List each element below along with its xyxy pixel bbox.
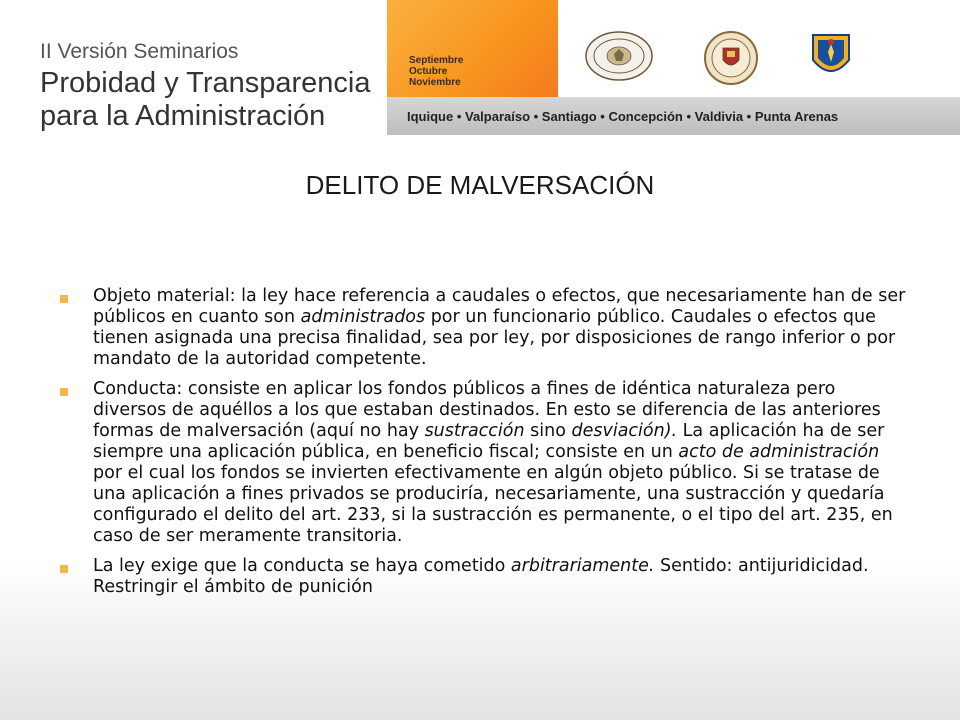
month-october: Octubre (409, 66, 448, 77)
bullet-item (60, 379, 910, 547)
bullet-square-icon (60, 295, 68, 303)
seminar-title (40, 40, 370, 133)
text-run-italic: administrados (300, 307, 426, 327)
text-run: Conducta: consiste en aplicar los fondos públicos a fines de idéntica naturaleza pero diversos de aquéllos a los que estaban destinados. En esto se diferencia de las anteriores formas de malversación (aquí no hay (93, 379, 881, 441)
bullet-item (60, 286, 910, 370)
text-run: por el cual los fondos se invierten efectivamente en algún objeto público. Si se tratase de una aplicación a fines privados se produciría, necesariamente, una sustracción y quedaría configurado el delito del art. 233, si la sustracción es permanente, o el tipo del art. 235, en caso de ser meramente transitoria. (93, 463, 893, 546)
text-run-italic: acto de administración (678, 442, 880, 462)
slide-title: DELITO DE MALVERSACIÓN (305, 170, 655, 200)
months-list (409, 55, 463, 88)
cities-list: Iquique • Valparaíso • Santiago • Concepción • Valdivia • Punta Arenas (407, 108, 839, 124)
university-seal-icon (703, 30, 759, 86)
text-run: Objeto material: la ley hace referencia a caudales o efectos, que necesariamente han de ser públicos en cuanto son (93, 286, 906, 327)
text-run: La ley exige que la conducta se haya cometido (93, 556, 511, 576)
university-shield-icon (810, 32, 852, 82)
cities-bar (387, 97, 960, 135)
month-november: Noviembre (409, 77, 461, 88)
text-run: por un funcionario público. Caudales o efectos que tienen asignada una precisa finalidad, sea por ley, por disposiciones de rango inferior o por mandato de la autoridad competente. (93, 307, 896, 369)
contraloria-seal-icon (584, 30, 654, 82)
bullet-text (93, 556, 910, 598)
text-run-italic: arbitrariamente. (510, 556, 655, 576)
year-wrap (479, 0, 519, 97)
text-run-italic: sustracción (424, 421, 525, 441)
seminar-name-line1: Probidad y Transparencia (40, 67, 371, 99)
bullet-square-icon (60, 565, 68, 573)
bullet-list (60, 286, 910, 607)
text-run-italic: desviación). (571, 421, 678, 441)
month-september: Septiembre (409, 55, 464, 66)
logo-area (558, 0, 960, 97)
date-banner (387, 0, 558, 97)
bullet-square-icon (60, 388, 68, 396)
text-run: Sentido: antijuridicidad. Restringir el ámbito de punición (93, 556, 869, 597)
bullet-text (93, 379, 910, 547)
seminar-edition: II Versión Seminarios (40, 40, 239, 63)
seminar-name-line2: para la Administración (40, 100, 326, 132)
text-run: sino (524, 421, 572, 441)
text-run: La aplicación ha de ser siempre una aplicación pública, en beneficio fiscal; consiste en un (93, 421, 885, 462)
bullet-item (60, 556, 910, 598)
bullet-text (93, 286, 910, 370)
